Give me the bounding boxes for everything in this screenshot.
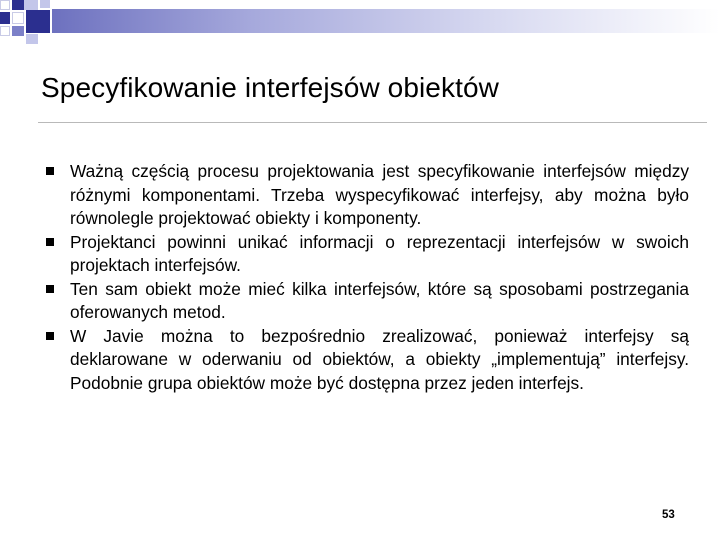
decor-square	[26, 10, 50, 33]
decor-square	[26, 34, 38, 44]
decor-square	[12, 12, 24, 24]
decor-square	[12, 0, 24, 10]
decor-square	[0, 0, 10, 10]
bullet-text: Ważną częścią procesu projektowania jest specyfikowanie interfejsów między różnymi komponentami. Trzeba wyspecyfikować interfejsy, aby można było równolegle projektować obiekty i komponenty.	[70, 161, 689, 228]
decor-square	[0, 12, 10, 24]
decor-square	[40, 0, 50, 8]
decor-square	[0, 26, 10, 36]
title-divider	[38, 122, 707, 123]
square-bullet-icon	[46, 238, 54, 246]
bullet-item	[46, 278, 689, 325]
bullet-text: W Javie można to bezpośrednio zrealizować, ponieważ interfejsy są deklarowane w oderwaniu od obiektów, a obiekty „implementują” interfejsy. Podobnie grupa obiektów może być dostępna przez jeden interfejs.	[70, 325, 689, 393]
bullet-item	[46, 325, 689, 396]
square-bullet-icon	[46, 285, 54, 293]
decor-square	[12, 26, 24, 36]
bullet-list	[46, 160, 689, 395]
page-number: 53	[662, 509, 675, 521]
slide-title: Specyfikowanie interfejsów obiektów	[41, 72, 499, 103]
square-bullet-icon	[46, 332, 54, 340]
header-gradient-strip	[52, 9, 720, 33]
bullet-item	[46, 231, 689, 278]
square-bullet-icon	[46, 167, 54, 175]
bullet-item	[46, 160, 689, 231]
decor-square	[24, 0, 38, 10]
bullet-text: Projektanci powinni unikać informacji o reprezentacji interfejsów w swoich projektach interfejsów.	[70, 231, 689, 275]
bullet-text: Ten sam obiekt może mieć kilka interfejsów, które są sposobami postrzegania oferowanych metod.	[70, 278, 689, 322]
